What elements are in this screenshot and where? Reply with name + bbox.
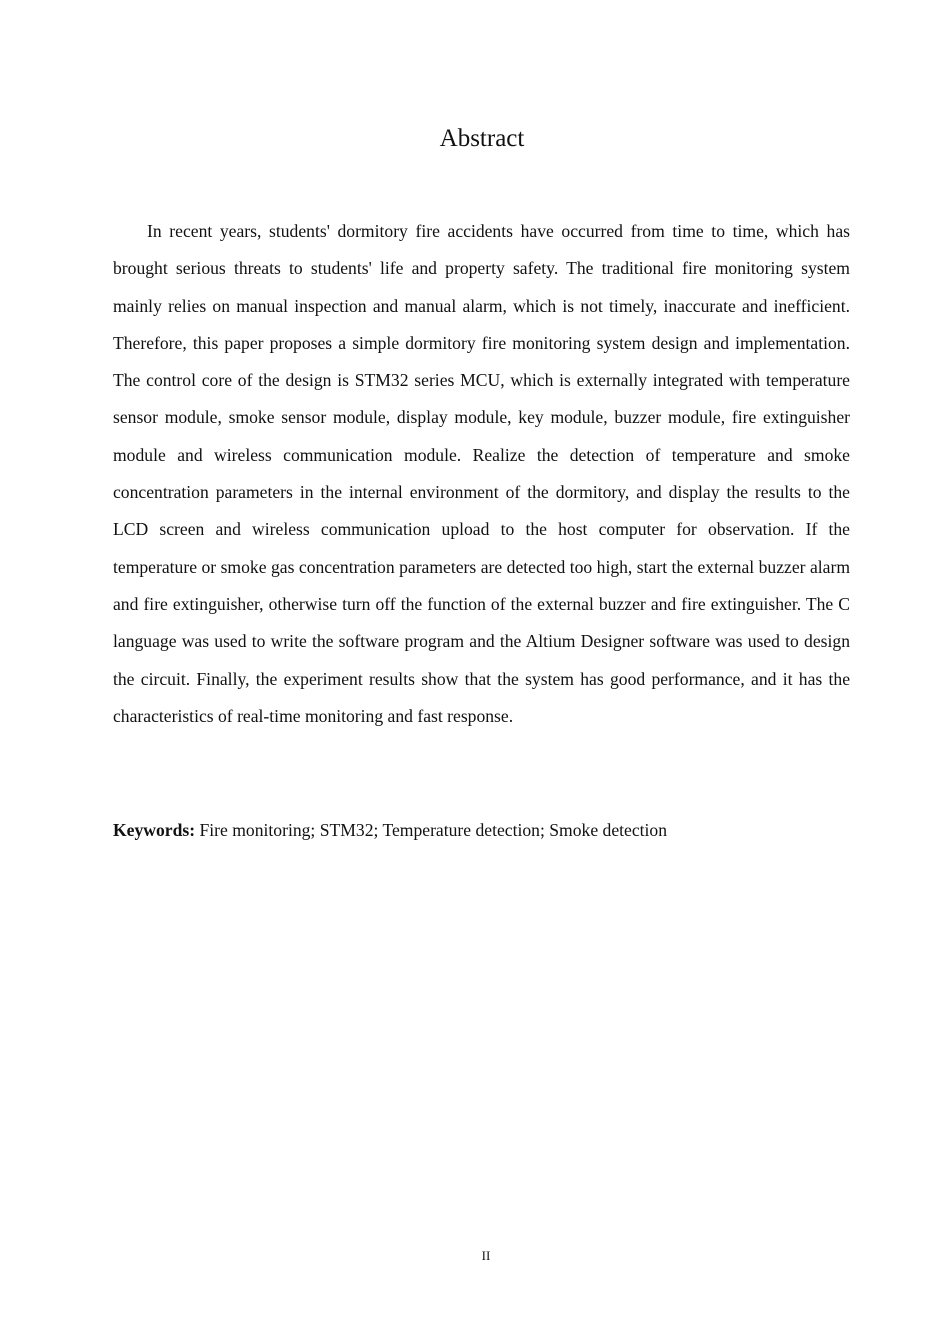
keywords-text: Fire monitoring; STM32; Temperature detection; Smoke detection [199,820,668,840]
abstract-title: Abstract [439,125,525,152]
page-number: II [481,1248,491,1263]
keywords-line [113,812,850,848]
abstract-paragraph: In recent years, students' dormitory fire accidents have occurred from time to time, which has brought serious threats to students' life and property safety. The traditional fire monitoring system mainly relies on manual inspection and manual alarm, which is not timely, inaccurate and inefficient. Therefore, this paper proposes a simple dormitory fire monitoring system design and implementation. The control core of the design is STM32 series MCU, which is externally integrated with temperature sensor module, smoke sensor module, display module, key module, buzzer module, fire extinguisher module and wireless communication module. Realize the detection of temperature and smoke concentration parameters in the internal environment of the dormitory, and display the results to the LCD screen and wireless communication upload to the host computer for observation. If the temperature or smoke gas concentration parameters are detected too high, start the external buzzer alarm and fire extinguisher, otherwise turn off the function of the external buzzer and fire extinguisher. The C language was used to write the software program and the Altium Designer software was used to design the circuit. Finally, the experiment results show that the system has good performance, and it has the characteristics of real-time monitoring and fast response. [113,221,850,726]
keywords-label: Keywords: [113,820,196,840]
